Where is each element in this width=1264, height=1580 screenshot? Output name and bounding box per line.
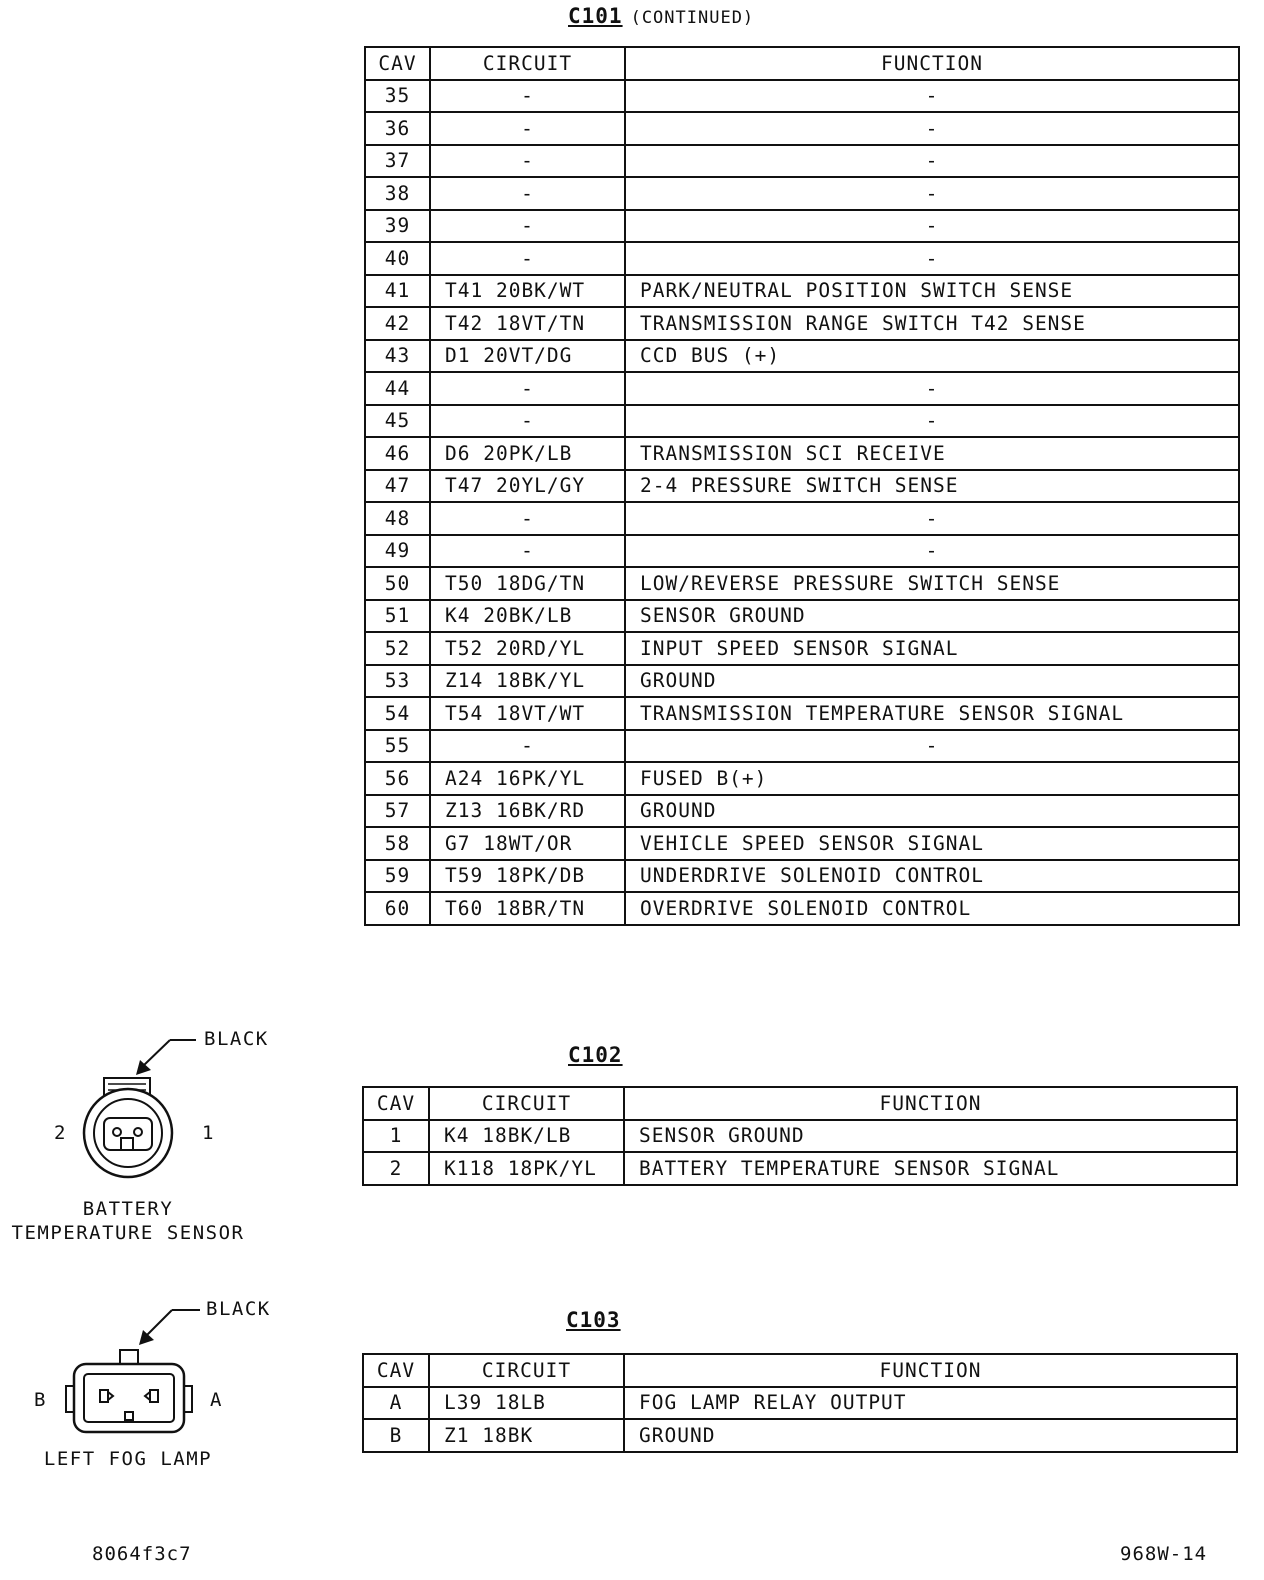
c103-table <box>362 1353 1238 1453</box>
c101-body <box>365 80 1239 925</box>
c101-table-row <box>365 762 1239 795</box>
c101-header-function: FUNCTION <box>625 47 1239 80</box>
c101-cell-cav: 43 <box>365 340 430 373</box>
c101-cell-cav: 50 <box>365 567 430 600</box>
c103-header-function: FUNCTION <box>624 1354 1237 1387</box>
c101-cell-cav: 54 <box>365 697 430 730</box>
c101-cell-circuit: T42 18VT/TN <box>430 307 625 340</box>
c101-cell-function: - <box>625 535 1239 568</box>
fog-lamp-name: LEFT FOG LAMP <box>43 1448 213 1470</box>
c101-table-row <box>365 665 1239 698</box>
c101-cell-function: - <box>625 210 1239 243</box>
c101-cell-cav: 41 <box>365 275 430 308</box>
c101-cell-cav: 53 <box>365 665 430 698</box>
c101-cell-cav: 40 <box>365 242 430 275</box>
c101-table-row <box>365 502 1239 535</box>
c101-cell-cav: 37 <box>365 145 430 178</box>
c101-cell-circuit: - <box>430 145 625 178</box>
c101-cell-function: - <box>625 80 1239 113</box>
c101-table-row <box>365 242 1239 275</box>
fog-lamp-pin-a: A <box>210 1389 223 1411</box>
c102-cell-cav: 1 <box>363 1120 429 1153</box>
c101-cell-function: - <box>625 112 1239 145</box>
c101-cell-circuit: - <box>430 112 625 145</box>
c101-cell-function: CCD BUS (+) <box>625 340 1239 373</box>
fog-lamp-color-label: BLACK <box>206 1298 271 1320</box>
c101-cell-cav: 42 <box>365 307 430 340</box>
c101-header-cav: CAV <box>365 47 430 80</box>
c101-cell-cav: 49 <box>365 535 430 568</box>
c101-cell-cav: 57 <box>365 795 430 828</box>
battery-sensor-color-label: BLACK <box>204 1028 269 1050</box>
c101-table-row <box>365 112 1239 145</box>
c103-body <box>363 1387 1237 1452</box>
footer-left-code: 8064f3c7 <box>92 1543 192 1565</box>
c101-table-row <box>365 567 1239 600</box>
c101-table-row <box>365 892 1239 925</box>
c101-cell-circuit: - <box>430 535 625 568</box>
c102-cell-function: SENSOR GROUND <box>624 1120 1237 1153</box>
c101-header-row <box>365 47 1239 80</box>
c101-cell-cav: 59 <box>365 860 430 893</box>
c101-cell-circuit: Z14 18BK/YL <box>430 665 625 698</box>
c101-cell-circuit: - <box>430 242 625 275</box>
c102-header-function: FUNCTION <box>624 1087 1237 1120</box>
c101-cell-function: GROUND <box>625 665 1239 698</box>
battery-sensor-pin-1: 1 <box>202 1122 215 1144</box>
c101-cell-circuit: D1 20VT/DG <box>430 340 625 373</box>
c101-cell-function: SENSOR GROUND <box>625 600 1239 633</box>
c103-cell-cav: B <box>363 1419 429 1452</box>
c101-cell-function: - <box>625 730 1239 763</box>
c101-table-row <box>365 340 1239 373</box>
c101-cell-cav: 35 <box>365 80 430 113</box>
c103-table-row <box>363 1419 1237 1452</box>
c101-cell-circuit: T54 18VT/WT <box>430 697 625 730</box>
c101-cell-cav: 51 <box>365 600 430 633</box>
c101-cell-circuit: A24 16PK/YL <box>430 762 625 795</box>
c101-cell-circuit: - <box>430 177 625 210</box>
c102-cell-cav: 2 <box>363 1152 429 1185</box>
c101-cell-circuit: Z13 16BK/RD <box>430 795 625 828</box>
c101-cell-cav: 45 <box>365 405 430 438</box>
c103-cell-cav: A <box>363 1387 429 1420</box>
c101-cell-function: - <box>625 177 1239 210</box>
c103-header-circuit: CIRCUIT <box>429 1354 624 1387</box>
c101-cell-circuit: T41 20BK/WT <box>430 275 625 308</box>
c102-cell-circuit: K118 18PK/YL <box>429 1152 624 1185</box>
c101-cell-function: - <box>625 502 1239 535</box>
c101-cell-cav: 60 <box>365 892 430 925</box>
c101-table-row <box>365 535 1239 568</box>
c101-cell-function: TRANSMISSION TEMPERATURE SENSOR SIGNAL <box>625 697 1239 730</box>
c101-cell-function: UNDERDRIVE SOLENOID CONTROL <box>625 860 1239 893</box>
c101-cell-cav: 56 <box>365 762 430 795</box>
c101-cell-circuit: G7 18WT/OR <box>430 827 625 860</box>
c101-table-row <box>365 275 1239 308</box>
c101-table-row <box>365 795 1239 828</box>
c101-cell-circuit: T60 18BR/TN <box>430 892 625 925</box>
c101-cell-circuit: - <box>430 502 625 535</box>
c101-cell-function: - <box>625 145 1239 178</box>
battery-sensor-pin-2: 2 <box>54 1122 67 1144</box>
c101-cell-circuit: - <box>430 80 625 113</box>
c103-cell-circuit: L39 18LB <box>429 1387 624 1420</box>
footer-right-code: 968W-14 <box>1120 1543 1208 1565</box>
c102-name: C102 <box>568 1043 623 1067</box>
c101-cell-function: - <box>625 242 1239 275</box>
c101-cell-function: GROUND <box>625 795 1239 828</box>
c101-cell-function: TRANSMISSION RANGE SWITCH T42 SENSE <box>625 307 1239 340</box>
c101-cell-function: PARK/NEUTRAL POSITION SWITCH SENSE <box>625 275 1239 308</box>
c103-cell-circuit: Z1 18BK <box>429 1419 624 1452</box>
c103-header-row <box>363 1354 1237 1387</box>
c103-header-cav: CAV <box>363 1354 429 1387</box>
battery-sensor-name-line2: TEMPERATURE SENSOR <box>11 1222 245 1244</box>
c103-cell-function: GROUND <box>624 1419 1237 1452</box>
c101-table-row <box>365 437 1239 470</box>
c101-table-row <box>365 827 1239 860</box>
c101-cell-cav: 48 <box>365 502 430 535</box>
c101-table-row <box>365 210 1239 243</box>
c101-cell-cav: 38 <box>365 177 430 210</box>
c101-cell-function: 2-4 PRESSURE SWITCH SENSE <box>625 470 1239 503</box>
c101-cell-cav: 36 <box>365 112 430 145</box>
c101-cell-circuit: T47 20YL/GY <box>430 470 625 503</box>
c101-cell-cav: 58 <box>365 827 430 860</box>
c101-cell-function: - <box>625 372 1239 405</box>
c101-cell-circuit: - <box>430 210 625 243</box>
battery-sensor-name-line1: BATTERY <box>82 1198 174 1220</box>
c103-title <box>566 1308 621 1332</box>
c101-cell-cav: 39 <box>365 210 430 243</box>
c102-header-row <box>363 1087 1237 1120</box>
c101-cell-function: TRANSMISSION SCI RECEIVE <box>625 437 1239 470</box>
c102-cell-function: BATTERY TEMPERATURE SENSOR SIGNAL <box>624 1152 1237 1185</box>
c102-body <box>363 1120 1237 1185</box>
c101-table <box>364 46 1240 926</box>
c101-cell-cav: 47 <box>365 470 430 503</box>
fog-lamp-pin-b: B <box>34 1389 47 1411</box>
c101-cell-function: VEHICLE SPEED SENSOR SIGNAL <box>625 827 1239 860</box>
c101-cell-cav: 52 <box>365 632 430 665</box>
c101-table-row <box>365 697 1239 730</box>
c102-header-circuit: CIRCUIT <box>429 1087 624 1120</box>
c101-cell-circuit: - <box>430 730 625 763</box>
c101-table-row <box>365 600 1239 633</box>
c101-table-row <box>365 405 1239 438</box>
c101-cell-function: FUSED B(+) <box>625 762 1239 795</box>
c101-cell-cav: 55 <box>365 730 430 763</box>
c103-cell-function: FOG LAMP RELAY OUTPUT <box>624 1387 1237 1420</box>
c101-table-row <box>365 307 1239 340</box>
c101-name: C101 <box>568 4 623 28</box>
c101-cell-circuit: K4 20BK/LB <box>430 600 625 633</box>
c102-table-row <box>363 1152 1237 1185</box>
c101-cell-circuit: T50 18DG/TN <box>430 567 625 600</box>
c101-header-circuit: CIRCUIT <box>430 47 625 80</box>
c101-table-row <box>365 632 1239 665</box>
c101-suffix: (CONTINUED) <box>630 8 755 28</box>
c101-cell-function: - <box>625 405 1239 438</box>
c101-table-row <box>365 860 1239 893</box>
c102-table <box>362 1086 1238 1186</box>
c101-table-row <box>365 730 1239 763</box>
c101-cell-circuit: T52 20RD/YL <box>430 632 625 665</box>
c102-table-row <box>363 1120 1237 1153</box>
c101-table-row <box>365 470 1239 503</box>
c103-name: C103 <box>566 1308 621 1332</box>
c101-table-row <box>365 177 1239 210</box>
c101-cell-cav: 44 <box>365 372 430 405</box>
c101-cell-circuit: - <box>430 405 625 438</box>
c101-cell-circuit: - <box>430 372 625 405</box>
c101-cell-function: INPUT SPEED SENSOR SIGNAL <box>625 632 1239 665</box>
c101-cell-circuit: D6 20PK/LB <box>430 437 625 470</box>
c103-table-row <box>363 1387 1237 1420</box>
c101-table-row <box>365 145 1239 178</box>
c101-title <box>568 4 754 28</box>
c102-cell-circuit: K4 18BK/LB <box>429 1120 624 1153</box>
c101-table-row <box>365 80 1239 113</box>
c101-table-row <box>365 372 1239 405</box>
c101-cell-cav: 46 <box>365 437 430 470</box>
c101-cell-function: LOW/REVERSE PRESSURE SWITCH SENSE <box>625 567 1239 600</box>
c101-cell-function: OVERDRIVE SOLENOID CONTROL <box>625 892 1239 925</box>
c101-cell-circuit: T59 18PK/DB <box>430 860 625 893</box>
c102-header-cav: CAV <box>363 1087 429 1120</box>
c102-title <box>568 1043 623 1067</box>
